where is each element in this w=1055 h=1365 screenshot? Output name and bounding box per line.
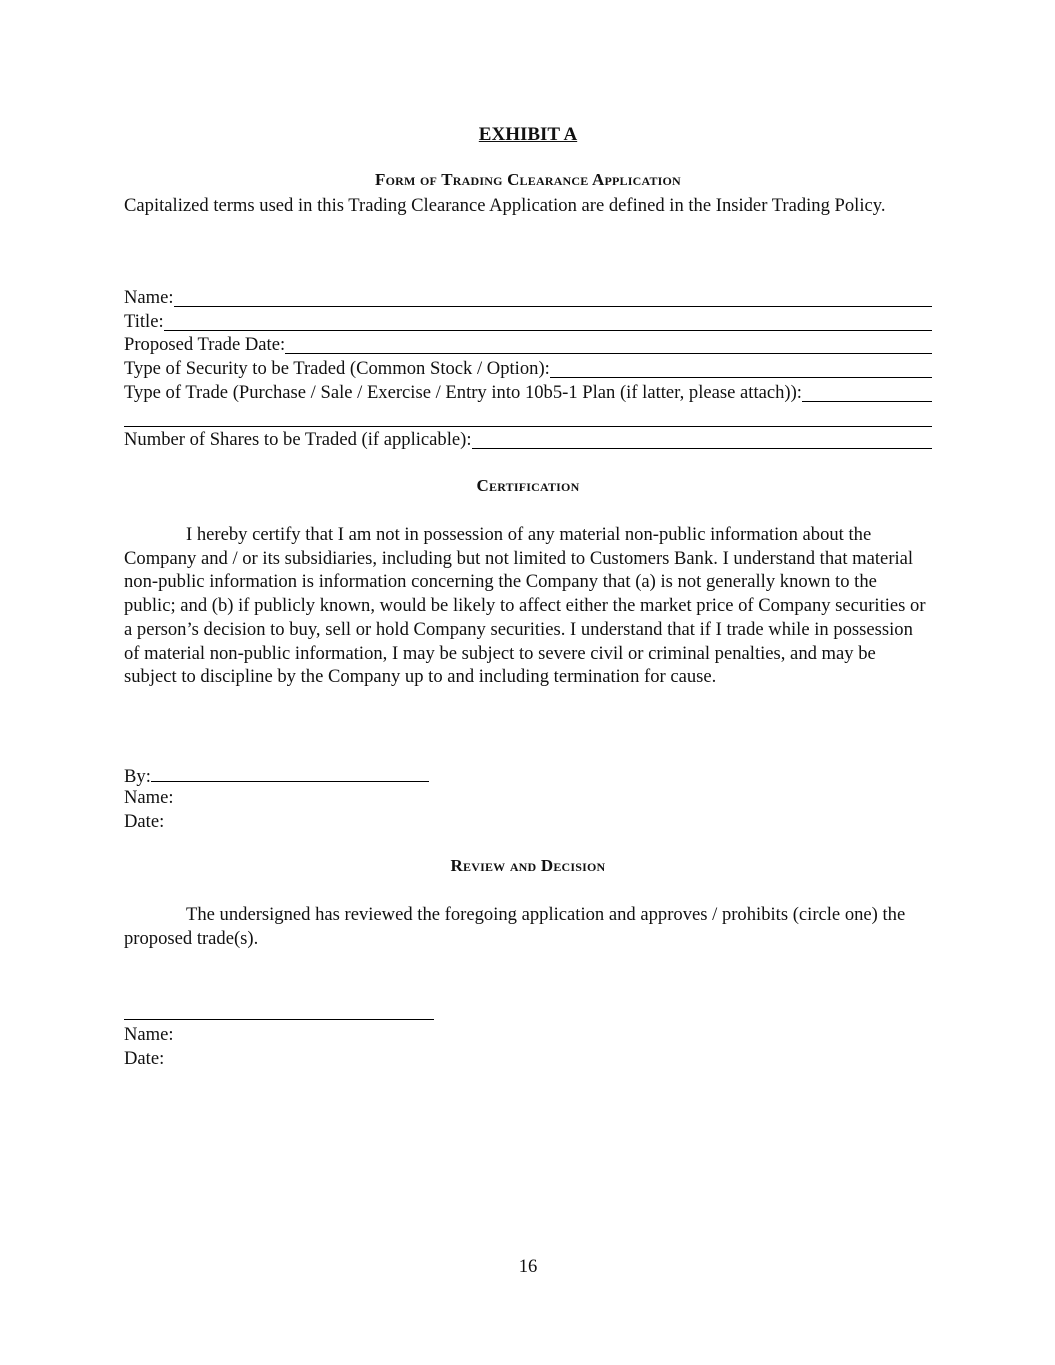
signature-date-label: Date: — [124, 811, 165, 832]
by-signature-line[interactable] — [151, 762, 429, 782]
trade-date-field[interactable] — [124, 333, 932, 357]
trade-date-label: Proposed Trade Date: — [124, 334, 286, 355]
name-field[interactable] — [124, 286, 932, 310]
title-label: Title: — [124, 311, 164, 332]
title-blank[interactable] — [164, 311, 932, 331]
reviewer-name-label: Name: — [124, 1024, 174, 1045]
intro-paragraph: Capitalized terms used in this Trading Clearance Application are defined in the Insider Trading Policy. — [124, 195, 886, 216]
security-type-field[interactable] — [124, 357, 932, 381]
shares-field[interactable] — [124, 428, 932, 452]
by-label: By: — [124, 766, 151, 787]
security-type-label: Type of Security to be Traded (Common Stock / Option): — [124, 358, 550, 379]
page-number: 16 — [518, 1256, 538, 1277]
certification-heading: Certification — [476, 476, 580, 495]
exhibit-title: EXHIBIT A — [478, 124, 578, 145]
shares-label: Number of Shares to be Traded (if applicable): — [124, 429, 472, 450]
shares-blank[interactable] — [472, 429, 932, 449]
trade-date-blank[interactable] — [285, 334, 932, 354]
title-field[interactable] — [124, 310, 932, 334]
signature-by-row[interactable] — [124, 762, 429, 789]
review-heading: Review and Decision — [450, 856, 606, 875]
name-blank[interactable] — [174, 287, 932, 307]
certification-paragraph: I hereby certify that I am not in possession of any material non-public information about the Company and / or its subsidiaries, including but not limited to Customers Bank. I understand that material non-public information is information concerning the Company that (a) is not generally known to the public; and (b) if publicly known, would be likely to affect either the market price of Company securities or a person’s decision to buy, sell or hold Company securities. I understand that if I trade while in possession of material non-public information, I may be subject to severe civil or criminal penalties, and may be subject to discipline by the Company up to and including termination for cause. — [124, 524, 926, 688]
document-page — [124, 0, 932, 1365]
trade-type-continuation-line[interactable] — [124, 426, 932, 427]
reviewer-signature-line[interactable] — [124, 1019, 434, 1020]
signature-name-label: Name: — [124, 787, 174, 808]
security-type-blank[interactable] — [550, 358, 932, 378]
review-paragraph: The undersigned has reviewed the foregoing application and approves / prohibits (circle one) the proposed trade(s). — [124, 904, 906, 949]
trade-type-field[interactable] — [124, 381, 932, 405]
trade-type-blank[interactable] — [802, 382, 932, 402]
trade-type-label: Type of Trade (Purchase / Sale / Exercise / Entry into 10b5-1 Plan (if latter, please attach)): — [124, 382, 802, 403]
form-title: Form of Trading Clearance Application — [375, 170, 681, 189]
reviewer-date-label: Date: — [124, 1048, 165, 1069]
name-label: Name: — [124, 287, 174, 308]
